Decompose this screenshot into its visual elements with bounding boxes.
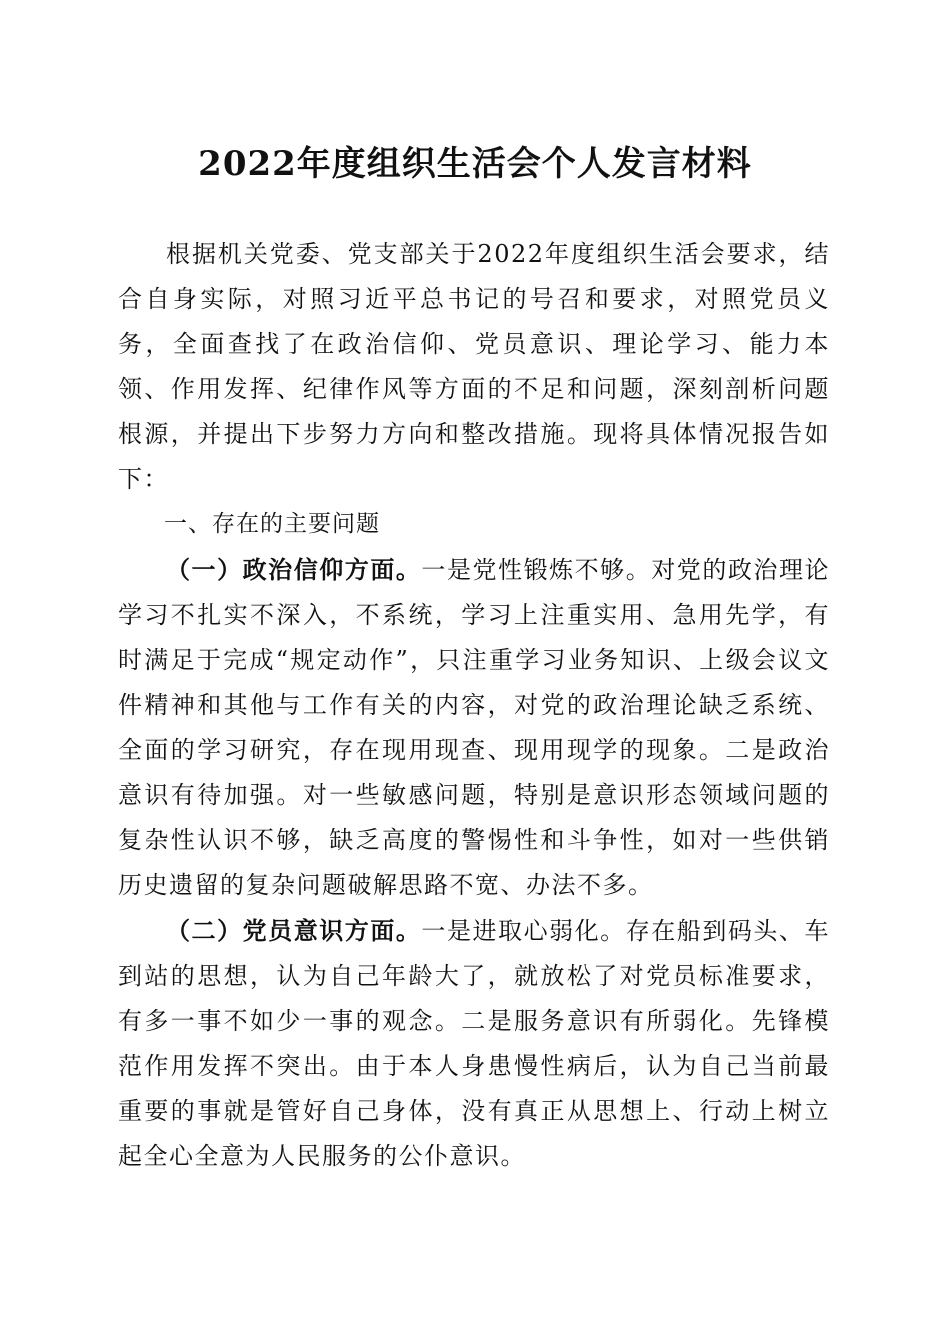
paragraph-lead-political-belief: （一）政治信仰方面。 (166, 555, 422, 584)
document-title: 2022年度组织生活会个人发言材料 (198, 144, 752, 184)
paragraph-party-awareness (118, 908, 830, 1179)
paragraph-text-political-belief: 一是党性锻炼不够。对党的政治理论学习不扎实不深入，不系统，学习上注重实用、急用先学，有时满足于完成“规定动作”，只注重学习业务知识、上级会议文件精神和其他与工作有关的内容，对党的政治理论缺乏系统、全面的学习研究，存在现用现查、现用现学的现象。二是政治意识有待加强。对一些敏感问题，特别是意识形态领域问题的复杂性认识不够，缺乏高度的警惕性和斗争性，如对一些供销历史遗留的复杂问题破解思路不宽、办法不多。 (118, 556, 831, 899)
paragraph-political-belief (118, 547, 830, 908)
document-body (118, 232, 830, 1179)
paragraph-text-party-awareness: 一是进取心弱化。存在船到码头、车到站的思想，认为自己年龄大了，就放松了对党员标准要求，有多一事不如少一事的观念。二是服务意识有所弱化。先锋模范作用发挥不突出。由于本人身患慢性病后，认为自己当前最重要的事就是管好自己身体，没有真正从思想上、行动上树立起全心全意为人民服务的公仆意识。 (118, 917, 831, 1170)
intro-paragraph: 根据机关党委、党支部关于2022年度组织生活会要求，结合自身实际，对照习近平总书记的号召和要求，对照党员义务，全面查找了在政治信仰、党员意识、理论学习、能力本领、作用发挥、纪律作风等方面的不足和问题，深刻剖析问题根源，并提出下步努力方向和整改措施。现将具体情况报告如下： (118, 240, 830, 493)
section-heading-problems: 一、存在的主要问题 (164, 511, 380, 537)
paragraph-lead-party-awareness: （二）党员意识方面。 (166, 916, 422, 945)
